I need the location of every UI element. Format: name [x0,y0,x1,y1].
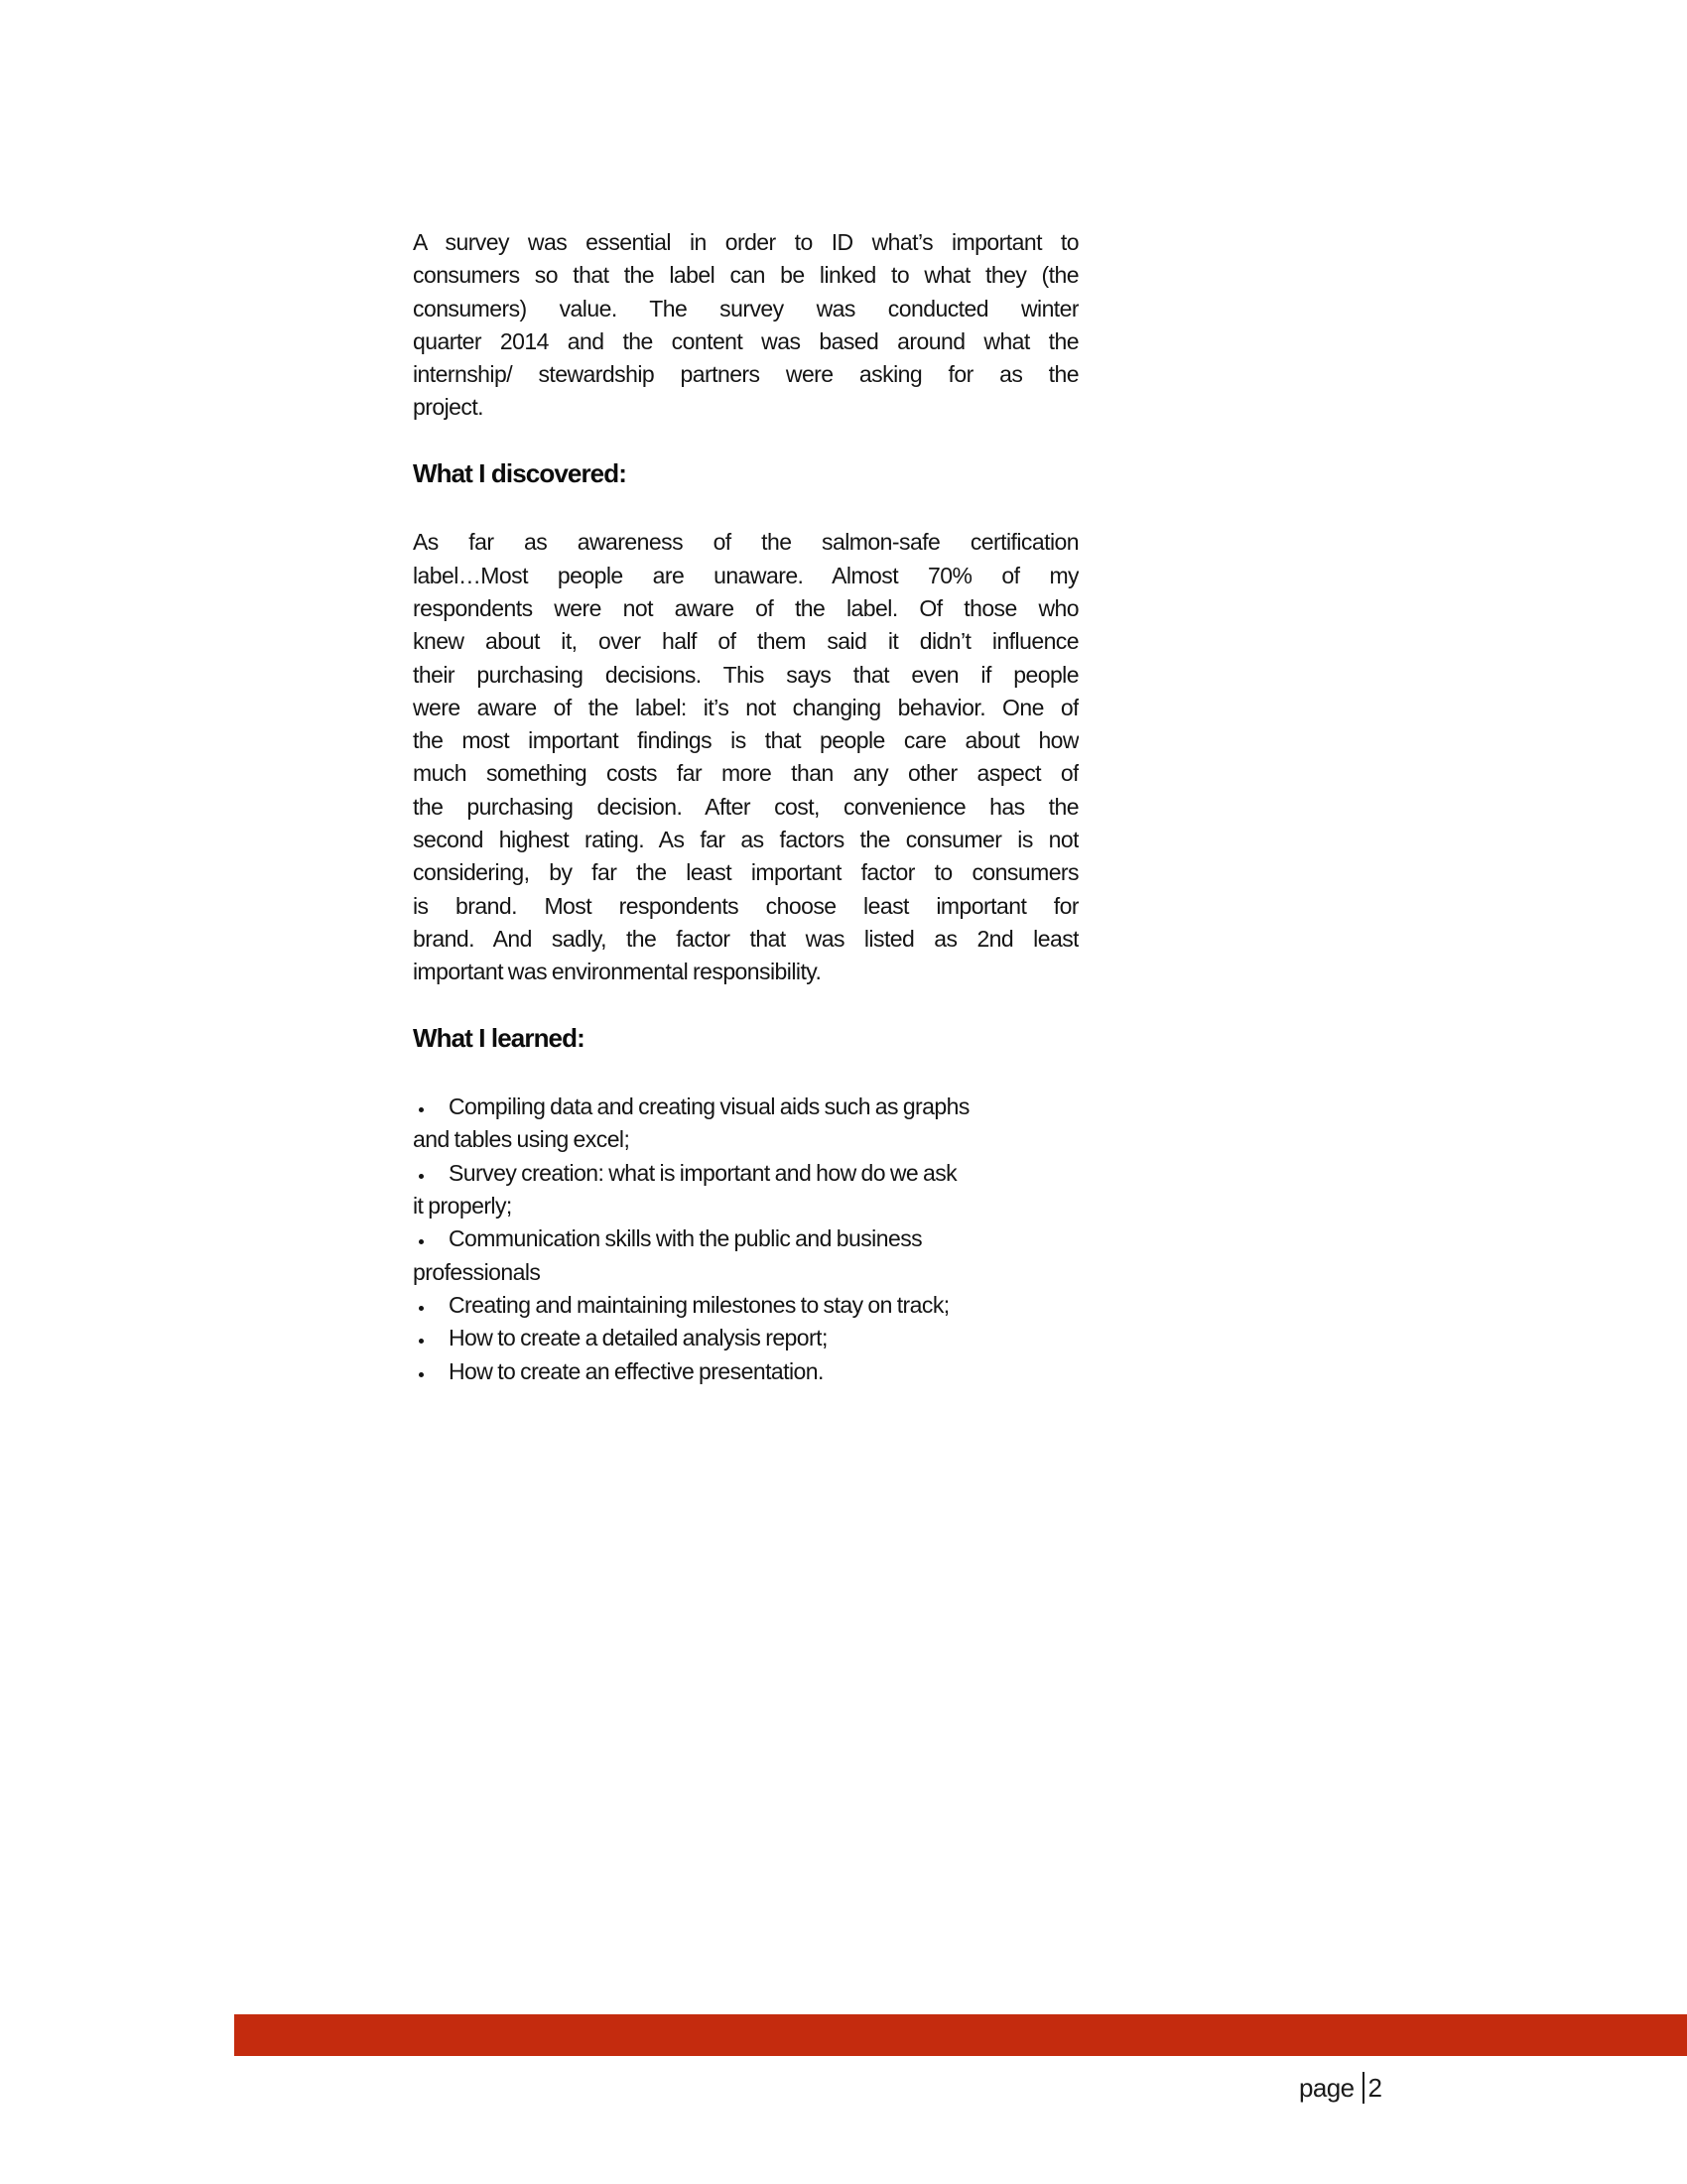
list-item-continuation: and tables using excel; [413,1126,630,1153]
intro-paragraph [413,226,1079,425]
discovered-paragraph [413,526,1079,988]
bullet-icon [413,1355,449,1388]
paragraph-line: is brand. Most respondents choose least important for [413,892,1079,919]
text-column [413,226,1079,1388]
paragraph-line: the purchasing decision. After cost, convenience has the [413,793,1079,820]
bullet-icon [413,1289,449,1322]
paragraph-line: brand. And sadly, the factor that was listed as 2nd least [413,925,1079,952]
paragraph-line: A survey was essential in order to ID what’s important to [413,229,1079,255]
page-label: page [1299,2072,1355,2103]
section-heading-learned: What I learned: [413,1022,584,1053]
paragraph-line: consumers so that the label can be linked to what they (the [413,262,1079,289]
paragraph-line: considering, by far the least important factor to consumers [413,859,1079,886]
list-item-text: Creating and maintaining milestones to stay on track; [449,1291,950,1318]
learned-list [413,1091,1079,1388]
page-number-separator [1363,2072,1364,2104]
list-item-text: Survey creation: what is important and how do we ask [449,1159,958,1186]
paragraph-line: their purchasing decisions. This says that even if people [413,661,1079,688]
page-number-value: 2 [1367,2072,1382,2103]
list-item-continuation: professionals [413,1258,541,1285]
paragraph-line: were aware of the label: it’s not changing behavior. One of [413,694,1079,720]
list-item [413,1091,1079,1157]
list-item-continuation: it properly; [413,1193,512,1220]
bullet-icon [413,1222,449,1255]
paragraph-line: respondents were not aware of the label. Of those who [413,594,1079,621]
list-item-text: Communication skills with the public and business [449,1225,923,1252]
bullet-icon [413,1091,449,1123]
section-heading-discovered: What I discovered: [413,458,626,489]
paragraph-line: internship/ stewardship partners were asking for as the [413,361,1079,388]
paragraph-line: consumers) value. The survey was conducted winter [413,295,1079,321]
paragraph-line: important was environmental responsibility. [413,959,822,985]
list-item [413,1322,1079,1354]
paragraph-line: knew about it, over half of them said it didn’t influence [413,628,1079,655]
paragraph-line: the most important findings is that people care about how [413,727,1079,754]
list-item-text: Compiling data and creating visual aids such as graphs [449,1093,970,1120]
paragraph-line: label…Most people are unaware. Almost 70% of my [413,562,1079,588]
list-item-text: How to create an effective presentation. [449,1357,824,1384]
list-item [413,1157,1079,1223]
paragraph-line: much something costs far more than any other aspect of [413,760,1079,787]
paragraph-line: project. [413,394,484,421]
list-item [413,1222,1079,1289]
paragraph-line: second highest rating. As far as factors the consumer is not [413,827,1079,853]
list-item [413,1355,1079,1388]
paragraph-line: quarter 2014 and the content was based around what the [413,327,1079,354]
bullet-icon [413,1322,449,1354]
list-item [413,1289,1079,1322]
footer-accent-bar [234,2014,1687,2056]
bullet-icon [413,1157,449,1190]
list-item-text: How to create a detailed analysis report; [449,1325,828,1351]
paragraph-line: As far as awareness of the salmon-safe certification [413,529,1079,556]
page-number [1299,2072,1381,2104]
